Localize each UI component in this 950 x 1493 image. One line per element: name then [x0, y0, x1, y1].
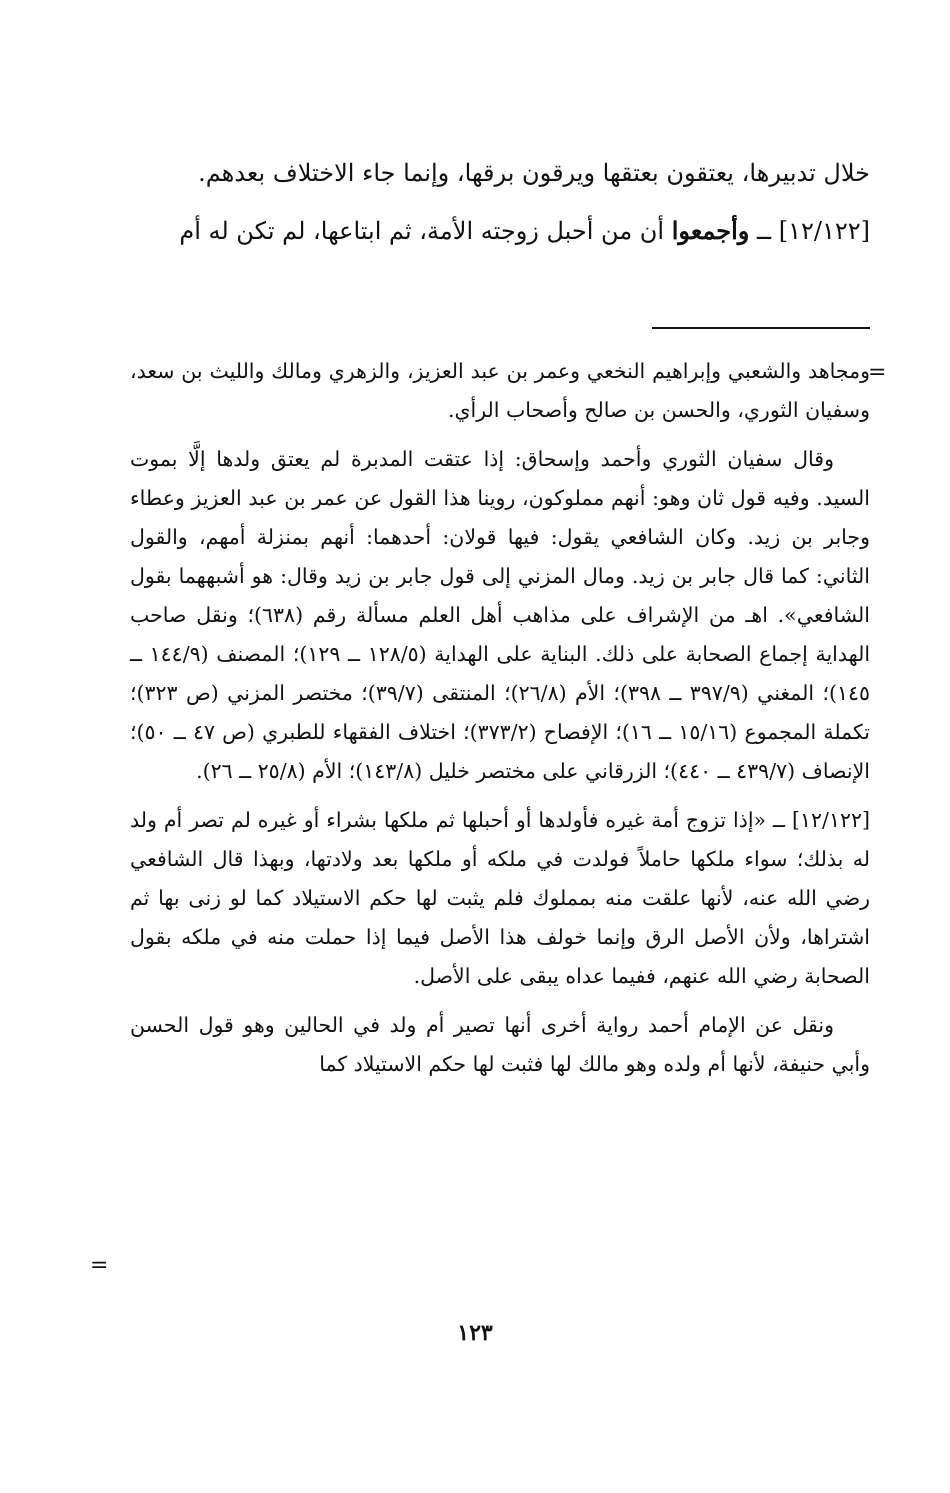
issue-reference: [١٢/١٢٢] ــ [757, 217, 870, 245]
footnote-paragraph-3: [١٢/١٢٢] ــ «إذا تزوج أمة غيره فأولدها أو أحبلها ثم ملكها بشراء أو غيره لم تصر أم ولد له بذلك؛ سواء ملكها حاملاً فولدت في ملكه أو ملكها بعد ولادتها، وبهذا قال الشافعي رضي الله عنه، لأنها علقت منه بمملوك فلم يثبت لها حكم الاستيلاد كما لو زنى بها ثم اشتراها، ولأن الأصل الرق وإنما خولف هذا الأصل فيما إذا حملت منه في ملكه بقول الصحابة رضي الله عنهم، ففيما عداه يبقى على الأصل. [130, 808, 870, 988]
footnote-paragraph-2: وقال سفيان الثوري وأحمد وإسحاق: إذا عتقت المدبرة لم يعتق ولدها إلَّا بموت السيد. وفيه قول ثان وهو: أنهم مملوكون، روينا هذا القول عن عمر بن عبد العزيز وعطاء وجابر بن زيد. وكان الشافعي يقول: فيها قولان: أحدهما: أنهم بمنزلة أمهم، والقول الثاني: كما قال جابر بن زيد. ومال المزني إلى قول جابر بن زيد وقال: هو أشبههما بقول الشافعي». اهـ من الإشراف على مذاهب أهل العلم مسألة رقم (٦٣٨)؛ ونقل صاحب الهداية إجماع الصحابة على ذلك. البناية على الهداية (١٢٨/٥ ــ ١٢٩)؛ المصنف (١٤٤/٩ ــ ١٤٥)؛ المغني (٣٩٧/٩ ــ ٣٩٨)؛ الأم (٢٦/٨)؛ المنتقى (٣٩/٧)؛ مختصر المزني (ص ٣٢٣)؛ تكملة المجموع (١٥/١٦ ــ ١٦)؛ الإفصاح (٣٧٣/٢)؛ اختلاف الفقهاء للطبري (ص ٤٧ ــ ٥٠)؛ الإنصاف (٤٣٩/٧ ــ ٤٤٠)؛ الزرقاني على مختصر خليل (١٤٣/٨)؛ الأم (٢٥/٨ ــ ٢٦). [130, 447, 871, 783]
main-line-1: خلال تدبيرها، يعتقون بعتقها ويرقون برقها، وإنما جاء الاختلاف بعدهم. [198, 159, 870, 187]
footnote-separator [652, 327, 870, 329]
main-text [130, 150, 870, 266]
footnotes [130, 352, 870, 1094]
bold-keyword: وأجمعوا [671, 216, 750, 245]
footnote-paragraph-1: ومجاهد والشعبي وإبراهيم النخعي وعمر بن عبد العزيز، والزهري ومالك والليث بن سعد، وسفيان الثوري، والحسن بن صالح وأصحاب الرأي. [130, 359, 870, 422]
footnote-end-mark: = [90, 1253, 109, 1278]
page-number: ١٢٣ [457, 1320, 493, 1346]
main-line-2-rest: أن من أحبل زوجته الأمة، ثم ابتاعها، لم تكن له أم [179, 217, 665, 245]
footnote-continuation-mark: = [868, 360, 887, 385]
footnote-paragraph-4: ونقل عن الإمام أحمد رواية أخرى أنها تصير أم ولد في الحالين وهو قول الحسن وأبي حنيفة، لأنها أم ولده وهو مالك لها فثبت لها حكم الاستيلاد كما [130, 1013, 870, 1076]
main-line-2 [130, 208, 870, 254]
